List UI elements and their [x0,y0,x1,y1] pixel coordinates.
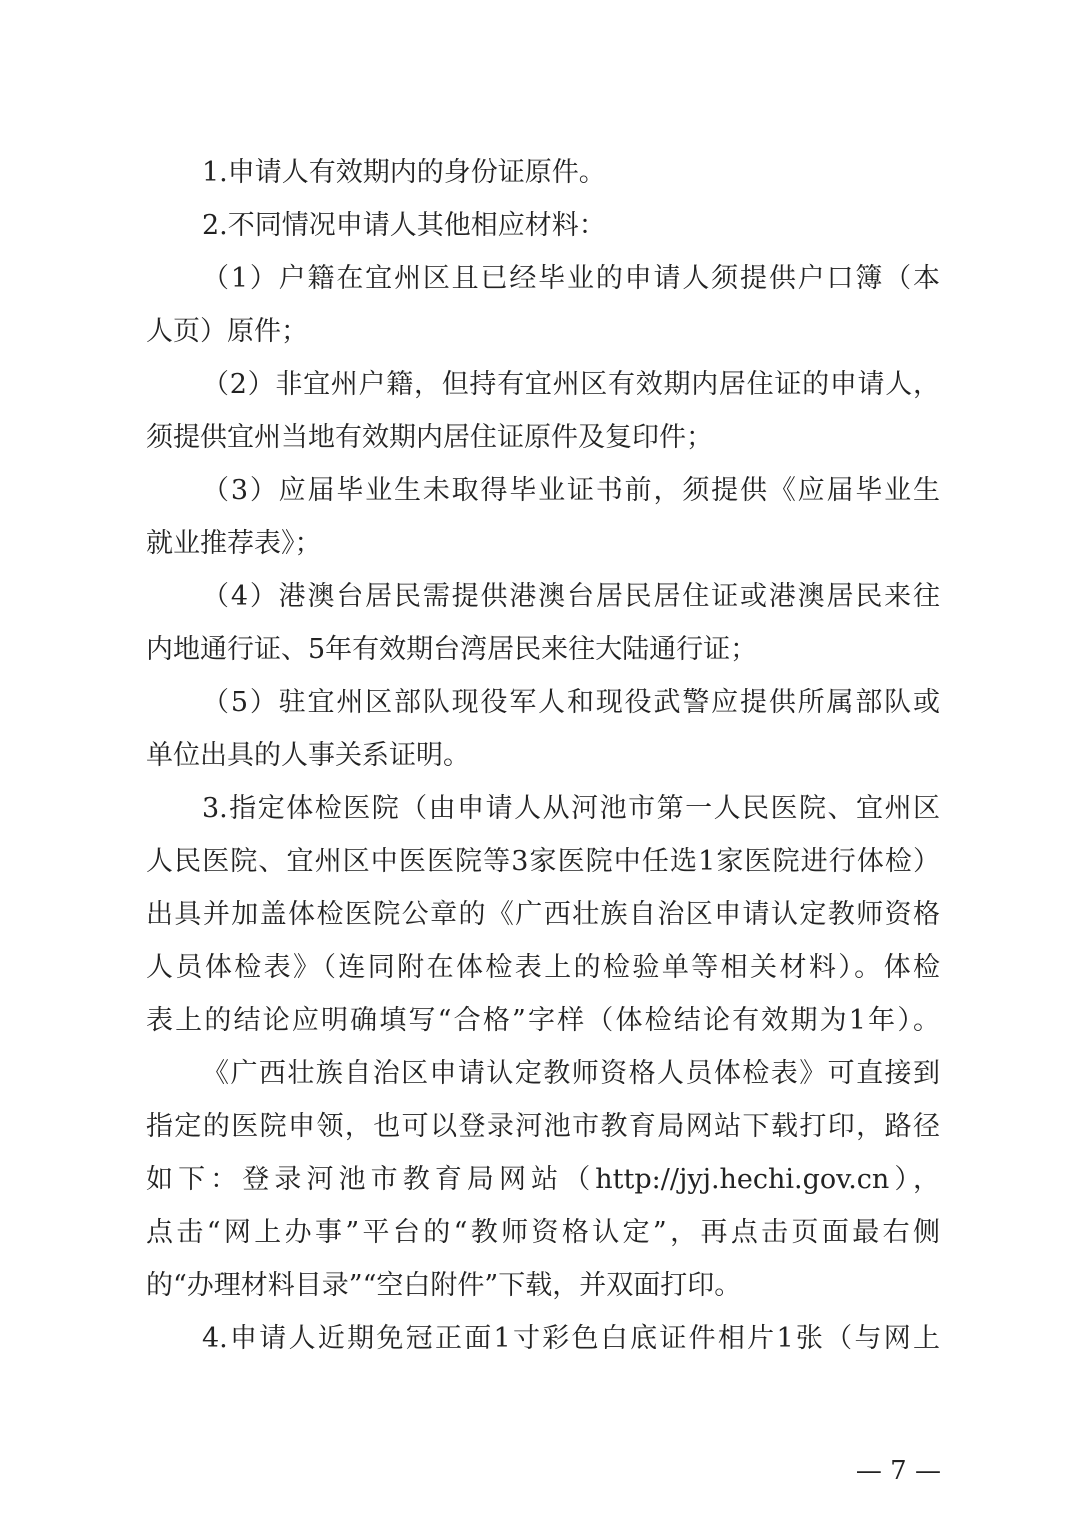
line-16: 人员体检表》（连同附在体检表上的检验单等相关材料）。体检 [146,952,940,983]
line-21: 点击“网上办事”平台的“教师资格认定”，再点击页面最右侧 [146,1217,940,1248]
line-9: （4）港澳台居民需提供港澳台居民居住证或港澳居民来往 [202,581,940,612]
line-8: 就业推荐表》； [146,528,322,559]
line-17: 表上的结论应明确填写“合格”字样（体检结论有效期为1年）。 [146,1005,940,1036]
line-1: 1.申请人有效期内的身份证原件。 [202,157,606,188]
line-2: 2.不同情况申请人其他相应材料： [202,210,606,241]
line-3: （1）户籍在宜州区且已经毕业的申请人须提供户口簿（本 [202,263,940,294]
line-5: （2）非宜州户籍，但持有宜州区有效期内居住证的申请人， [202,369,940,400]
line-12: 单位出具的人事关系证明。 [146,740,470,771]
line-14: 人民医院、宜州区中医医院等3家医院中任选1家医院进行体检） [146,846,940,877]
line-20: 如下：登录河池市教育局网站（http://jyj.hechi.gov.cn）， [146,1164,940,1195]
line-19: 指定的医院申领，也可以登录河池市教育局网站下载打印，路径 [146,1111,940,1142]
line-4: 人页）原件； [146,316,308,347]
page-number: — 7 — [855,1456,941,1486]
line-10: 内地通行证、5年有效期台湾居民来往大陆通行证； [146,634,758,665]
line-23: 4.申请人近期免冠正面1寸彩色白底证件相片1张（与网上 [202,1323,940,1354]
line-22: 的“办理材料目录”“空白附件”下载，并双面打印。 [146,1270,742,1301]
line-15: 出具并加盖体检医院公章的《广西壮族自治区申请认定教师资格 [146,899,940,930]
line-13: 3.指定体检医院（由申请人从河池市第一人民医院、宜州区 [202,793,940,824]
line-18: 《广西壮族自治区申请认定教师资格人员体检表》可直接到 [202,1058,940,1089]
line-6: 须提供宜州当地有效期内居住证原件及复印件； [146,422,713,453]
line-7: （3）应届毕业生未取得毕业证书前，须提供《应届毕业生 [202,475,940,506]
line-11: （5）驻宜州区部队现役军人和现役武警应提供所属部队或 [202,687,940,718]
